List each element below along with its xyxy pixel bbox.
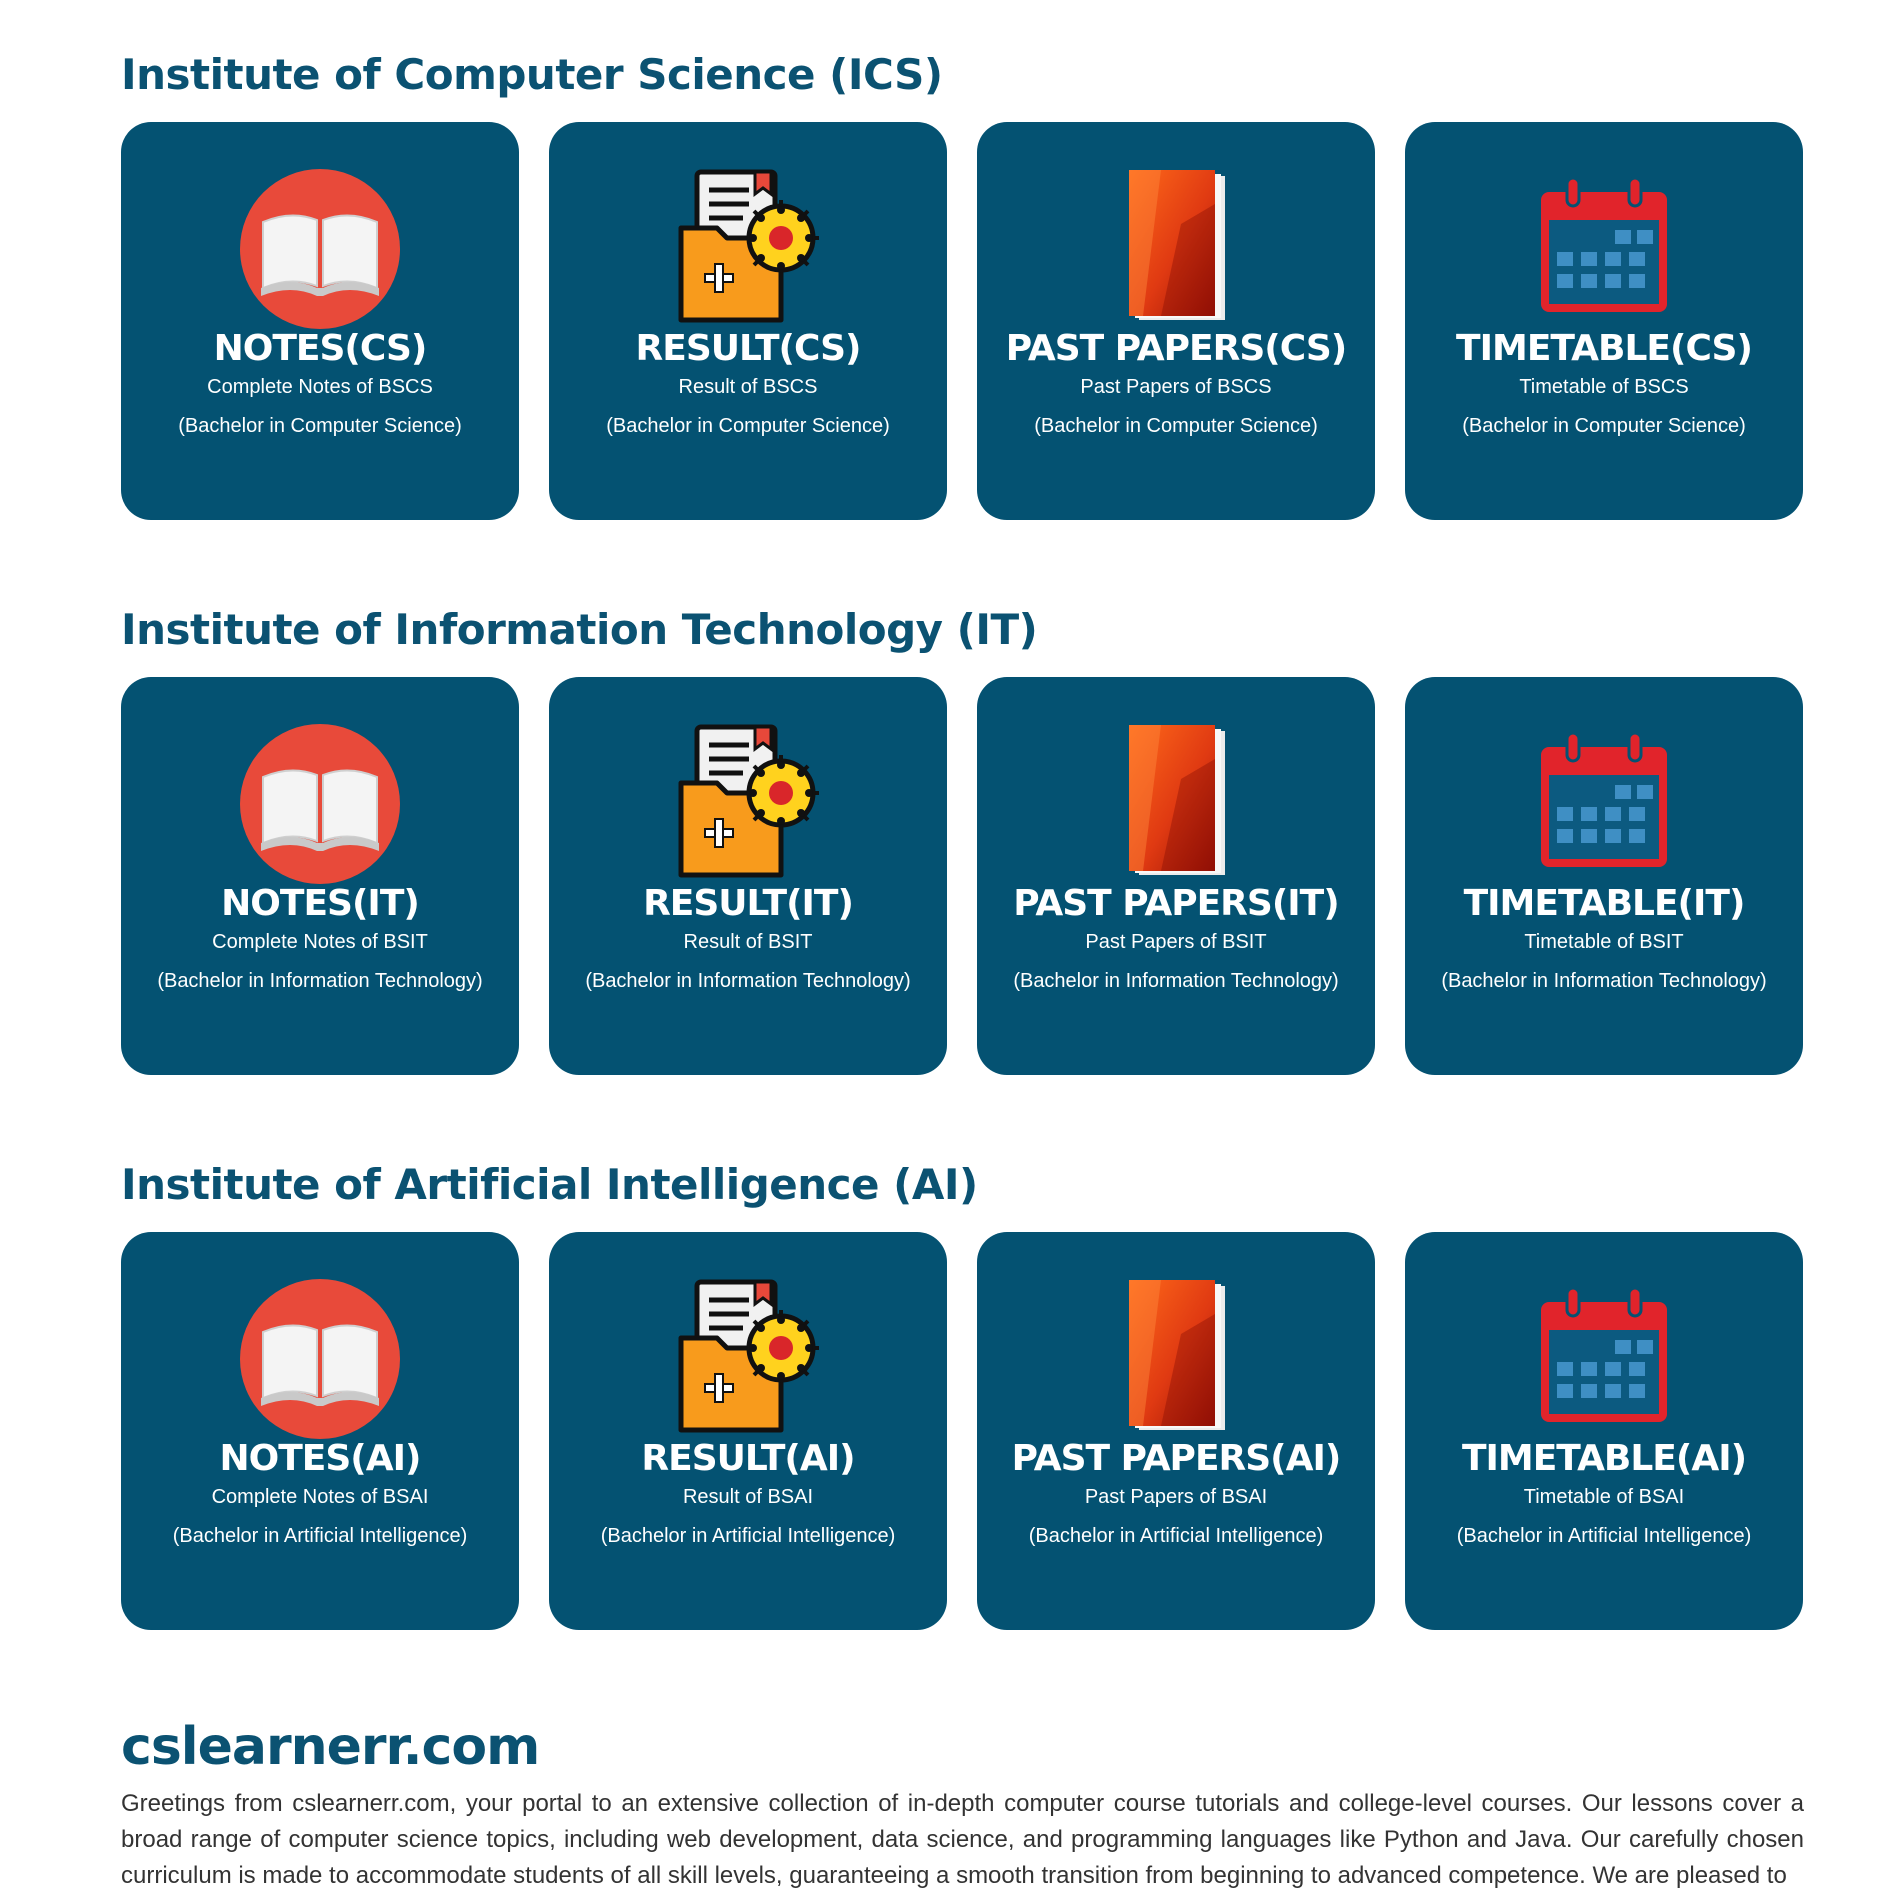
result-folder-icon — [663, 719, 833, 889]
card-title: RESULT(IT) — [643, 883, 853, 924]
calendar-icon — [1519, 719, 1689, 889]
red-book-icon — [1091, 164, 1261, 334]
card-title: RESULT(AI) — [641, 1438, 855, 1479]
card-timetable-it[interactable] — [1405, 677, 1803, 1075]
card-subtitle: Timetable of BSAI — [1523, 1486, 1685, 1508]
card-result-it[interactable] — [549, 677, 947, 1075]
card-grid — [121, 122, 1803, 520]
card-description: (Bachelor in Information Technology) — [1013, 970, 1339, 992]
result-folder-icon — [663, 1274, 833, 1444]
card-title: NOTES(IT) — [221, 883, 419, 924]
section-title: Institute of Artificial Intelligence (AI) — [121, 1160, 978, 1209]
card-timetable-ai[interactable] — [1405, 1232, 1803, 1630]
card-title: RESULT(CS) — [635, 328, 861, 369]
card-description: (Bachelor in Computer Science) — [1462, 415, 1746, 437]
about-section — [121, 1712, 1804, 1894]
card-subtitle: Complete Notes of BSCS — [207, 376, 433, 398]
section-title: Institute of Information Technology (IT) — [121, 605, 1038, 654]
card-grid — [121, 677, 1803, 1075]
open-book-icon — [235, 719, 405, 889]
card-result-ai[interactable] — [549, 1232, 947, 1630]
card-subtitle: Timetable of BSCS — [1519, 376, 1689, 398]
card-notes-cs[interactable] — [121, 122, 519, 520]
card-subtitle: Past Papers of BSIT — [1085, 931, 1267, 953]
card-title: TIMETABLE(IT) — [1463, 883, 1745, 924]
section-ai — [121, 1155, 1804, 1547]
about-text: Greetings from cslearnerr.com, your portal to an extensive collection of in-depth computer course tutorials and college-level courses. Our lessons cover a broad range of computer science topics, including web development, data science, and programming languages like Python and Java. Our carefully chosen curriculum is made to accommodate students of all skill levels, guaranteeing a smooth transition from beginning to advanced competence. We are pleased to — [121, 1790, 1804, 1889]
site-title: cslearnerr.com — [121, 1717, 540, 1777]
section-title: Institute of Computer Science (ICS) — [121, 50, 943, 99]
calendar-icon — [1519, 1274, 1689, 1444]
open-book-icon — [235, 164, 405, 334]
card-title: PAST PAPERS(AI) — [1011, 1438, 1341, 1479]
card-subtitle: Result of BSCS — [678, 376, 818, 398]
card-notes-ai[interactable] — [121, 1232, 519, 1630]
card-title: NOTES(AI) — [219, 1438, 421, 1479]
card-subtitle: Timetable of BSIT — [1524, 931, 1684, 953]
card-description: (Bachelor in Computer Science) — [178, 415, 462, 437]
card-subtitle: Complete Notes of BSIT — [212, 931, 428, 953]
card-subtitle: Complete Notes of BSAI — [211, 1486, 429, 1508]
card-subtitle: Result of BSIT — [683, 931, 813, 953]
red-book-icon — [1091, 1274, 1261, 1444]
section-ics — [121, 45, 1804, 437]
card-subtitle: Past Papers of BSCS — [1080, 376, 1272, 398]
card-result-cs[interactable] — [549, 122, 947, 520]
card-past-papers-ai[interactable] — [977, 1232, 1375, 1630]
card-timetable-cs[interactable] — [1405, 122, 1803, 520]
card-subtitle: Result of BSAI — [682, 1486, 814, 1508]
card-past-papers-cs[interactable] — [977, 122, 1375, 520]
card-notes-it[interactable] — [121, 677, 519, 1075]
card-description: (Bachelor in Computer Science) — [1034, 415, 1318, 437]
result-folder-icon — [663, 164, 833, 334]
card-title: PAST PAPERS(CS) — [1005, 328, 1347, 369]
card-subtitle: Past Papers of BSAI — [1084, 1486, 1268, 1508]
card-description: (Bachelor in Information Technology) — [157, 970, 483, 992]
card-description: (Bachelor in Artificial Intelligence) — [600, 1525, 896, 1547]
card-description: (Bachelor in Artificial Intelligence) — [1028, 1525, 1324, 1547]
calendar-icon — [1519, 164, 1689, 334]
card-grid — [121, 1232, 1803, 1630]
open-book-icon — [235, 1274, 405, 1444]
card-title: NOTES(CS) — [213, 328, 427, 369]
red-book-icon — [1091, 719, 1261, 889]
card-title: PAST PAPERS(IT) — [1013, 883, 1339, 924]
card-past-papers-it[interactable] — [977, 677, 1375, 1075]
card-description: (Bachelor in Information Technology) — [585, 970, 911, 992]
card-description: (Bachelor in Artificial Intelligence) — [1456, 1525, 1752, 1547]
card-description: (Bachelor in Artificial Intelligence) — [172, 1525, 468, 1547]
section-it — [121, 600, 1804, 992]
card-description: (Bachelor in Information Technology) — [1441, 970, 1767, 992]
card-description: (Bachelor in Computer Science) — [606, 415, 890, 437]
card-title: TIMETABLE(CS) — [1456, 328, 1752, 369]
card-title: TIMETABLE(AI) — [1461, 1438, 1747, 1479]
